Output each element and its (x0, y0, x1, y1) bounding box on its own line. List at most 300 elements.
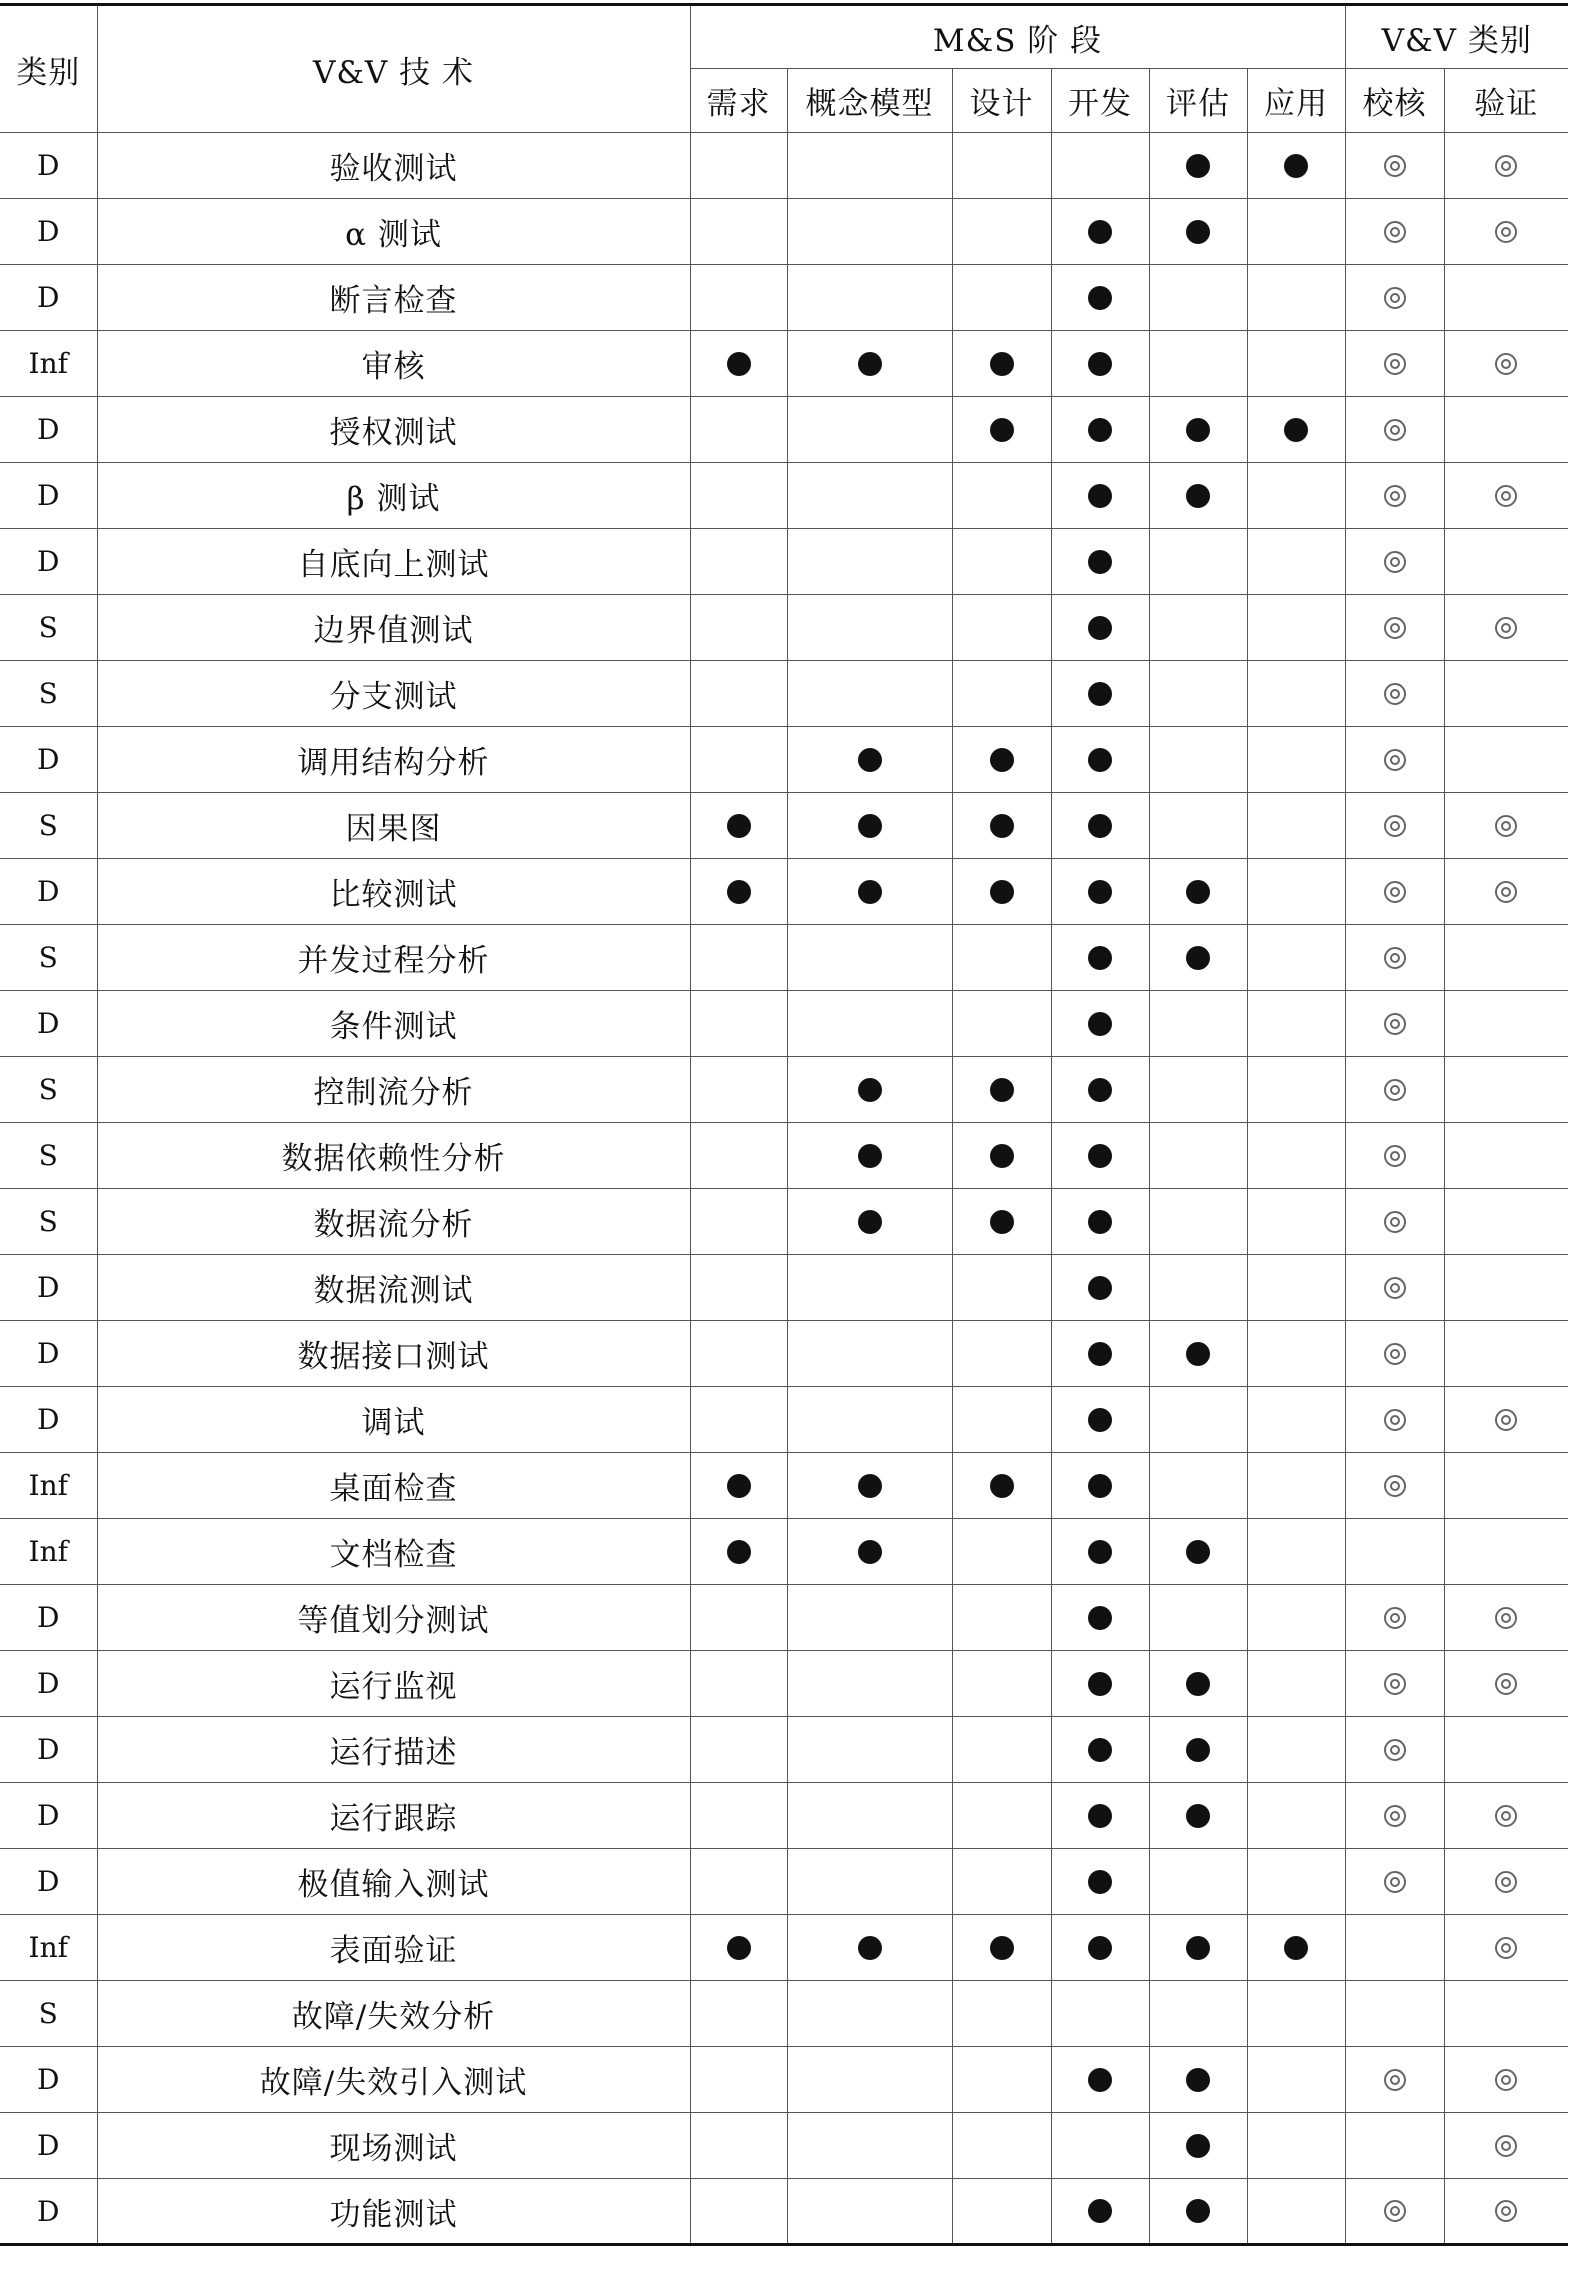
phase-cell-requirement (690, 661, 787, 727)
phase-cell-evaluation (1149, 727, 1247, 793)
phase-cell-conceptual-model (787, 1981, 952, 2047)
filled-dot-mark (990, 1078, 1014, 1102)
filled-dot-mark (858, 814, 882, 838)
header-phase-development: 开发 (1051, 69, 1149, 133)
technique-cell: 运行跟踪 (97, 1783, 690, 1849)
phase-cell-development (1051, 1585, 1149, 1651)
phase-cell-requirement (690, 925, 787, 991)
phase-cell-requirement (690, 1453, 787, 1519)
double-circle-mark (1384, 1079, 1406, 1101)
phase-cell-application (1247, 1585, 1345, 1651)
table-row (0, 1585, 1568, 1651)
filled-dot-mark (1088, 484, 1112, 508)
double-circle-mark (1384, 1805, 1406, 1827)
phase-cell-design (952, 793, 1051, 859)
phase-cell-requirement (690, 595, 787, 661)
phase-cell-conceptual-model (787, 1783, 952, 1849)
phase-cell-requirement (690, 1915, 787, 1981)
phase-cell-evaluation (1149, 1255, 1247, 1321)
phase-cell-evaluation (1149, 133, 1247, 199)
phase-cell-requirement (690, 133, 787, 199)
phase-cell-requirement (690, 199, 787, 265)
phase-cell-development (1051, 925, 1149, 991)
filled-dot-mark (1186, 880, 1210, 904)
phase-cell-application (1247, 1519, 1345, 1585)
double-circle-mark (1384, 1871, 1406, 1893)
technique-cell: β 测试 (97, 463, 690, 529)
phase-cell-design (952, 1585, 1051, 1651)
filled-dot-mark (1088, 550, 1112, 574)
phase-cell-requirement (690, 1651, 787, 1717)
filled-dot-mark (1088, 1012, 1112, 1036)
vv-cell-validation (1444, 1057, 1568, 1123)
phase-cell-conceptual-model (787, 793, 952, 859)
phase-cell-requirement (690, 1783, 787, 1849)
vv-cell-validation (1444, 793, 1568, 859)
vv-cell-validation (1444, 1651, 1568, 1717)
filled-dot-mark (1186, 2199, 1210, 2223)
technique-cell: 等值划分测试 (97, 1585, 690, 1651)
phase-cell-design (952, 1387, 1051, 1453)
phase-cell-evaluation (1149, 1057, 1247, 1123)
table-row (0, 1651, 1568, 1717)
double-circle-mark (1384, 1739, 1406, 1761)
phase-cell-development (1051, 397, 1149, 463)
vv-cell-verification (1345, 1981, 1444, 2047)
double-circle-mark (1384, 353, 1406, 375)
category-cell: D (0, 1321, 97, 1387)
double-circle-mark (1495, 1805, 1517, 1827)
phase-cell-conceptual-model (787, 529, 952, 595)
phase-cell-evaluation (1149, 859, 1247, 925)
table-row (0, 265, 1568, 331)
phase-cell-evaluation (1149, 793, 1247, 859)
technique-cell: 极值输入测试 (97, 1849, 690, 1915)
filled-dot-mark (1088, 748, 1112, 772)
filled-dot-mark (1088, 1342, 1112, 1366)
vv-cell-validation (1444, 1123, 1568, 1189)
filled-dot-mark (1088, 418, 1112, 442)
phase-cell-evaluation (1149, 529, 1247, 595)
vv-cell-verification (1345, 1387, 1444, 1453)
phase-cell-design (952, 661, 1051, 727)
phase-cell-application (1247, 397, 1345, 463)
phase-cell-conceptual-model (787, 1915, 952, 1981)
phase-cell-requirement (690, 529, 787, 595)
filled-dot-mark (990, 1210, 1014, 1234)
phase-cell-design (952, 1453, 1051, 1519)
filled-dot-mark (727, 1540, 751, 1564)
phase-cell-requirement (690, 1189, 787, 1255)
phase-cell-development (1051, 1717, 1149, 1783)
vv-cell-validation (1444, 1189, 1568, 1255)
phase-cell-application (1247, 991, 1345, 1057)
phase-cell-development (1051, 1915, 1149, 1981)
vv-cell-verification (1345, 925, 1444, 991)
phase-cell-design (952, 1189, 1051, 1255)
vv-cell-validation (1444, 1849, 1568, 1915)
phase-cell-evaluation (1149, 1915, 1247, 1981)
filled-dot-mark (1284, 1936, 1308, 1960)
vv-cell-verification (1345, 1453, 1444, 1519)
filled-dot-mark (1088, 1408, 1112, 1432)
filled-dot-mark (1088, 616, 1112, 640)
phase-cell-requirement (690, 1057, 787, 1123)
vv-cell-verification (1345, 1189, 1444, 1255)
category-cell: D (0, 991, 97, 1057)
phase-cell-requirement (690, 727, 787, 793)
double-circle-mark (1384, 947, 1406, 969)
phase-cell-requirement (690, 1585, 787, 1651)
phase-cell-conceptual-model (787, 859, 952, 925)
filled-dot-mark (858, 1144, 882, 1168)
category-cell: D (0, 2047, 97, 2113)
filled-dot-mark (1186, 1804, 1210, 1828)
table-row (0, 1453, 1568, 1519)
phase-cell-conceptual-model (787, 397, 952, 463)
phase-cell-requirement (690, 2179, 787, 2245)
filled-dot-mark (1088, 1672, 1112, 1696)
phase-cell-requirement (690, 1519, 787, 1585)
header-vv-validation: 验证 (1444, 69, 1568, 133)
vv-cell-validation (1444, 199, 1568, 265)
phase-cell-evaluation (1149, 1981, 1247, 2047)
phase-cell-application (1247, 595, 1345, 661)
double-circle-mark (1495, 1937, 1517, 1959)
phase-cell-application (1247, 133, 1345, 199)
technique-cell: 数据流测试 (97, 1255, 690, 1321)
phase-cell-conceptual-model (787, 1255, 952, 1321)
vv-cell-verification (1345, 1651, 1444, 1717)
phase-cell-development (1051, 2047, 1149, 2113)
filled-dot-mark (990, 1144, 1014, 1168)
phase-cell-development (1051, 1453, 1149, 1519)
filled-dot-mark (1186, 484, 1210, 508)
vv-cell-validation (1444, 331, 1568, 397)
double-circle-mark (1384, 1145, 1406, 1167)
phase-cell-requirement (690, 1387, 787, 1453)
filled-dot-mark (1088, 2068, 1112, 2092)
filled-dot-mark (858, 880, 882, 904)
technique-cell: 功能测试 (97, 2179, 690, 2245)
vv-cell-validation (1444, 1585, 1568, 1651)
category-cell: S (0, 1189, 97, 1255)
vv-cell-verification (1345, 727, 1444, 793)
table-row (0, 1255, 1568, 1321)
phase-cell-development (1051, 1189, 1149, 1255)
vv-cell-verification (1345, 463, 1444, 529)
vv-cell-verification (1345, 2047, 1444, 2113)
phase-cell-requirement (690, 1849, 787, 1915)
phase-cell-design (952, 925, 1051, 991)
phase-cell-evaluation (1149, 397, 1247, 463)
filled-dot-mark (727, 1936, 751, 1960)
category-cell: S (0, 1981, 97, 2047)
filled-dot-mark (990, 748, 1014, 772)
phase-cell-requirement (690, 1981, 787, 2047)
phase-cell-development (1051, 1321, 1149, 1387)
double-circle-mark (1495, 1409, 1517, 1431)
table-body (0, 133, 1568, 2245)
vv-cell-verification (1345, 133, 1444, 199)
header-phase-requirement: 需求 (690, 69, 787, 133)
phase-cell-evaluation (1149, 991, 1247, 1057)
phase-cell-evaluation (1149, 1651, 1247, 1717)
double-circle-mark (1384, 1475, 1406, 1497)
phase-cell-development (1051, 2113, 1149, 2179)
vv-cell-verification (1345, 2179, 1444, 2245)
table-header (0, 5, 1568, 133)
category-cell: D (0, 1849, 97, 1915)
phase-cell-application (1247, 1783, 1345, 1849)
phase-cell-conceptual-model (787, 595, 952, 661)
phase-cell-evaluation (1149, 595, 1247, 661)
vv-cell-verification (1345, 1717, 1444, 1783)
vv-cell-verification (1345, 1783, 1444, 1849)
phase-cell-development (1051, 1651, 1149, 1717)
table-row (0, 991, 1568, 1057)
phase-cell-design (952, 1519, 1051, 1585)
phase-cell-evaluation (1149, 1189, 1247, 1255)
phase-cell-conceptual-model (787, 1849, 952, 1915)
phase-cell-development (1051, 1783, 1149, 1849)
phase-cell-conceptual-model (787, 1321, 952, 1387)
phase-cell-conceptual-model (787, 199, 952, 265)
filled-dot-mark (858, 1540, 882, 1564)
phase-cell-design (952, 1783, 1051, 1849)
filled-dot-mark (1186, 1738, 1210, 1762)
phase-cell-conceptual-model (787, 1057, 952, 1123)
category-cell: D (0, 199, 97, 265)
technique-cell: 自底向上测试 (97, 529, 690, 595)
category-cell: S (0, 1057, 97, 1123)
phase-cell-evaluation (1149, 1783, 1247, 1849)
category-cell: Inf (0, 1519, 97, 1585)
phase-cell-development (1051, 133, 1149, 199)
filled-dot-mark (858, 1210, 882, 1234)
vv-cell-validation (1444, 1519, 1568, 1585)
category-cell: D (0, 727, 97, 793)
table-row (0, 1189, 1568, 1255)
vv-cell-verification (1345, 661, 1444, 727)
phase-cell-application (1247, 925, 1345, 991)
double-circle-mark (1495, 617, 1517, 639)
filled-dot-mark (1088, 946, 1112, 970)
technique-cell: 现场测试 (97, 2113, 690, 2179)
filled-dot-mark (858, 748, 882, 772)
phase-cell-design (952, 727, 1051, 793)
phase-cell-conceptual-model (787, 1189, 952, 1255)
double-circle-mark (1384, 287, 1406, 309)
phase-cell-design (952, 397, 1051, 463)
phase-cell-conceptual-model (787, 661, 952, 727)
header-phase-design: 设计 (952, 69, 1051, 133)
phase-cell-design (952, 859, 1051, 925)
vv-cell-validation (1444, 1915, 1568, 1981)
filled-dot-mark (1088, 1738, 1112, 1762)
phase-cell-development (1051, 529, 1149, 595)
technique-cell: 数据流分析 (97, 1189, 690, 1255)
phase-cell-development (1051, 991, 1149, 1057)
category-cell: D (0, 1651, 97, 1717)
phase-cell-development (1051, 1057, 1149, 1123)
header-vv-verification: 校核 (1345, 69, 1444, 133)
phase-cell-conceptual-model (787, 1651, 952, 1717)
phase-cell-design (952, 1717, 1051, 1783)
phase-cell-application (1247, 2113, 1345, 2179)
vv-cell-verification (1345, 1585, 1444, 1651)
phase-cell-requirement (690, 1123, 787, 1189)
phase-cell-application (1247, 265, 1345, 331)
table-row (0, 2113, 1568, 2179)
double-circle-mark (1384, 815, 1406, 837)
filled-dot-mark (1088, 1210, 1112, 1234)
phase-cell-design (952, 2179, 1051, 2245)
header-category: 类别 (0, 5, 97, 133)
table-row (0, 529, 1568, 595)
phase-cell-development (1051, 859, 1149, 925)
double-circle-mark (1384, 1013, 1406, 1035)
table-row (0, 199, 1568, 265)
vv-cell-validation (1444, 529, 1568, 595)
phase-cell-application (1247, 1981, 1345, 2047)
vv-cell-validation (1444, 2179, 1568, 2245)
double-circle-mark (1495, 221, 1517, 243)
double-circle-mark (1384, 881, 1406, 903)
technique-cell: 因果图 (97, 793, 690, 859)
filled-dot-mark (1186, 1672, 1210, 1696)
phase-cell-conceptual-model (787, 1585, 952, 1651)
phase-cell-development (1051, 331, 1149, 397)
double-circle-mark (1495, 815, 1517, 837)
vv-cell-validation (1444, 133, 1568, 199)
technique-cell: 表面验证 (97, 1915, 690, 1981)
double-circle-mark (1384, 1607, 1406, 1629)
technique-cell: 运行描述 (97, 1717, 690, 1783)
category-cell: D (0, 529, 97, 595)
filled-dot-mark (727, 1474, 751, 1498)
phase-cell-conceptual-model (787, 2179, 952, 2245)
filled-dot-mark (1088, 1144, 1112, 1168)
vv-cell-verification (1345, 529, 1444, 595)
vv-cell-validation (1444, 2113, 1568, 2179)
vv-cell-validation (1444, 1321, 1568, 1387)
filled-dot-mark (1186, 1540, 1210, 1564)
phase-cell-evaluation (1149, 199, 1247, 265)
phase-cell-design (952, 133, 1051, 199)
phase-cell-requirement (690, 1321, 787, 1387)
phase-cell-requirement (690, 991, 787, 1057)
vv-cell-validation (1444, 925, 1568, 991)
phase-cell-application (1247, 331, 1345, 397)
technique-cell: 调试 (97, 1387, 690, 1453)
vv-cell-validation (1444, 1387, 1568, 1453)
filled-dot-mark (858, 352, 882, 376)
filled-dot-mark (858, 1936, 882, 1960)
filled-dot-mark (1186, 946, 1210, 970)
vv-cell-verification (1345, 1123, 1444, 1189)
table-row (0, 1123, 1568, 1189)
phase-cell-development (1051, 1123, 1149, 1189)
filled-dot-mark (727, 814, 751, 838)
technique-cell: 审核 (97, 331, 690, 397)
technique-cell: 故障/失效分析 (97, 1981, 690, 2047)
phase-cell-application (1247, 1915, 1345, 1981)
table-row (0, 1981, 1568, 2047)
category-cell: D (0, 1387, 97, 1453)
vv-cell-verification (1345, 595, 1444, 661)
phase-cell-requirement (690, 463, 787, 529)
filled-dot-mark (1186, 2134, 1210, 2158)
header-phase-conceptual-model: 概念模型 (787, 69, 952, 133)
vv-cell-validation (1444, 991, 1568, 1057)
phase-cell-application (1247, 661, 1345, 727)
phase-cell-application (1247, 1255, 1345, 1321)
double-circle-mark (1384, 419, 1406, 441)
double-circle-mark (1495, 2069, 1517, 2091)
filled-dot-mark (858, 1078, 882, 1102)
vv-cell-validation (1444, 265, 1568, 331)
vv-cell-verification (1345, 991, 1444, 1057)
filled-dot-mark (1284, 154, 1308, 178)
phase-cell-conceptual-model (787, 1717, 952, 1783)
table-row (0, 1915, 1568, 1981)
phase-cell-design (952, 1651, 1051, 1717)
category-cell: S (0, 595, 97, 661)
phase-cell-application (1247, 859, 1345, 925)
phase-cell-application (1247, 1849, 1345, 1915)
table-row (0, 793, 1568, 859)
phase-cell-requirement (690, 793, 787, 859)
category-cell: S (0, 793, 97, 859)
technique-cell: 控制流分析 (97, 1057, 690, 1123)
vv-cell-validation (1444, 397, 1568, 463)
filled-dot-mark (1088, 880, 1112, 904)
filled-dot-mark (1088, 1276, 1112, 1300)
phase-cell-requirement (690, 331, 787, 397)
double-circle-mark (1384, 221, 1406, 243)
filled-dot-mark (1186, 1342, 1210, 1366)
phase-cell-application (1247, 727, 1345, 793)
technique-cell: 调用结构分析 (97, 727, 690, 793)
phase-cell-design (952, 1057, 1051, 1123)
filled-dot-mark (1088, 220, 1112, 244)
double-circle-mark (1384, 2069, 1406, 2091)
filled-dot-mark (990, 814, 1014, 838)
vv-cell-verification (1345, 793, 1444, 859)
filled-dot-mark (1088, 814, 1112, 838)
technique-cell: 桌面检查 (97, 1453, 690, 1519)
filled-dot-mark (727, 352, 751, 376)
phase-cell-application (1247, 1321, 1345, 1387)
phase-cell-development (1051, 1387, 1149, 1453)
filled-dot-mark (1088, 286, 1112, 310)
vv-cell-verification (1345, 1057, 1444, 1123)
vv-cell-verification (1345, 1915, 1444, 1981)
technique-cell: 授权测试 (97, 397, 690, 463)
double-circle-mark (1495, 881, 1517, 903)
technique-cell: 故障/失效引入测试 (97, 2047, 690, 2113)
phase-cell-evaluation (1149, 1585, 1247, 1651)
filled-dot-mark (1088, 1606, 1112, 1630)
phase-cell-application (1247, 1189, 1345, 1255)
filled-dot-mark (1088, 1936, 1112, 1960)
category-cell: D (0, 1585, 97, 1651)
phase-cell-design (952, 2113, 1051, 2179)
category-cell: S (0, 661, 97, 727)
phase-cell-conceptual-model (787, 991, 952, 1057)
double-circle-mark (1495, 1607, 1517, 1629)
